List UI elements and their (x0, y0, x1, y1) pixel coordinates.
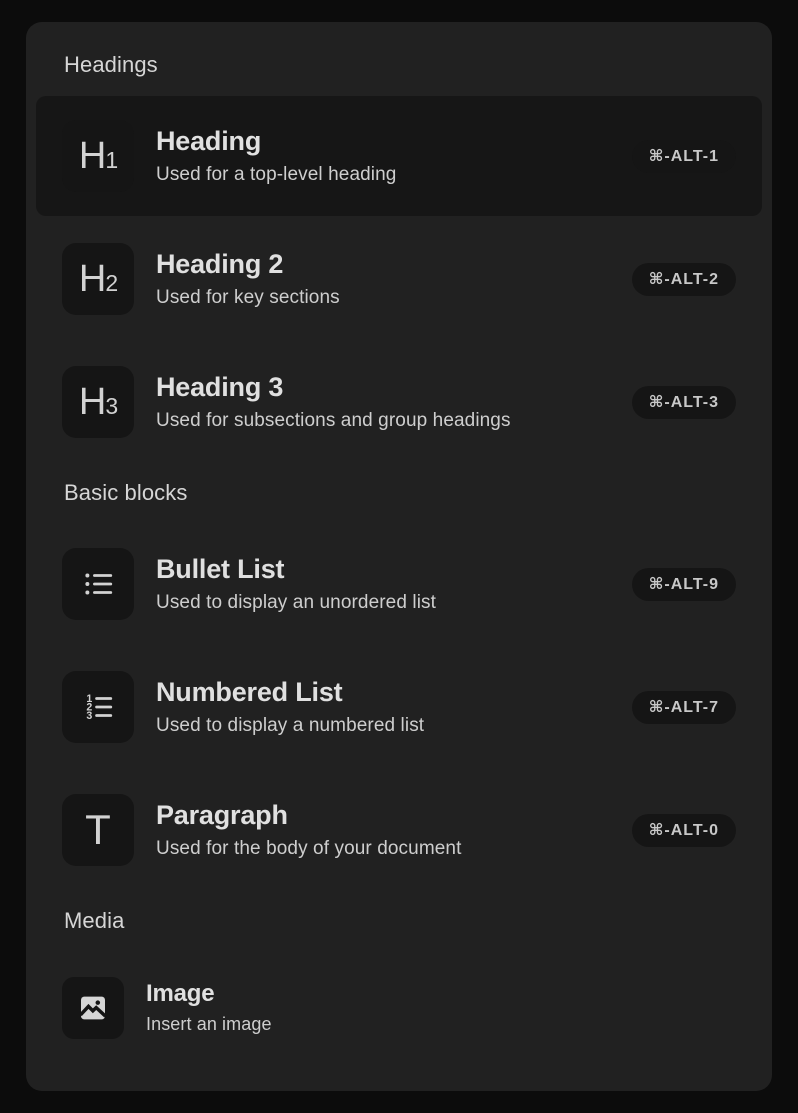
item-text (156, 249, 632, 309)
menu-item-numbered-list[interactable] (36, 647, 762, 767)
menu-item-subtitle: Used for subsections and group headings (156, 410, 511, 432)
menu-item-title: Heading 3 (156, 371, 284, 402)
icon-box (62, 120, 134, 192)
menu-item-bullet-list[interactable] (36, 524, 762, 644)
svg-text:1: 1 (86, 693, 93, 706)
menu-item-title: Paragraph (156, 799, 288, 830)
menu-item-heading-1[interactable] (36, 96, 762, 216)
numbered-list-icon (81, 690, 115, 724)
svg-text:3: 3 (86, 710, 93, 723)
heading-1-icon: H1 (78, 135, 118, 177)
menu-item-subtitle: Used to display a numbered list (156, 715, 425, 737)
shortcut-badge: ⌘-ALT-3 (632, 386, 736, 419)
menu-item-subtitle: Used to display an unordered list (156, 592, 437, 614)
icon-box (62, 243, 134, 315)
shortcut-badge: ⌘-ALT-2 (632, 263, 736, 296)
item-text (146, 981, 736, 1035)
icon-box (62, 977, 124, 1039)
item-text (156, 677, 632, 737)
heading-3-icon: H3 (78, 381, 118, 423)
icon-box (62, 548, 134, 620)
menu-item-title: Numbered List (156, 676, 343, 707)
menu-item-subtitle: Used for a top-level heading (156, 164, 397, 186)
paragraph-icon: T (85, 806, 111, 853)
menu-item-paragraph[interactable] (36, 770, 762, 890)
shortcut-badge: ⌘-ALT-9 (632, 568, 736, 601)
menu-section (36, 908, 762, 1064)
menu-item-title: Heading 2 (156, 248, 284, 279)
section-items (36, 952, 762, 1064)
heading-2-icon: H2 (78, 258, 118, 300)
item-text (156, 126, 632, 186)
section-label: Basic blocks (64, 480, 188, 505)
section-items (36, 96, 762, 462)
shortcut-badge: ⌘-ALT-7 (632, 691, 736, 724)
menu-item-image[interactable] (36, 952, 762, 1064)
item-text (156, 372, 632, 432)
menu-item-subtitle: Used for key sections (156, 287, 340, 309)
menu-section (36, 480, 762, 890)
item-text (156, 554, 632, 614)
menu-item-subtitle: Used for the body of your document (156, 838, 462, 860)
section-label: Media (64, 908, 125, 933)
bullet-list-icon (81, 567, 115, 601)
section-items (36, 524, 762, 890)
menu-item-heading-3[interactable] (36, 342, 762, 462)
svg-text:2: 2 (86, 701, 93, 714)
shortcut-badge: ⌘-ALT-1 (632, 140, 736, 173)
section-label: Headings (64, 52, 158, 77)
menu-section (36, 52, 762, 462)
block-insert-menu (26, 22, 772, 1091)
menu-item-title: Image (146, 980, 215, 1008)
menu-item-subtitle: Insert an image (146, 1013, 272, 1034)
menu-item-title: Bullet List (156, 553, 285, 584)
icon-box (62, 794, 134, 866)
shortcut-badge: ⌘-ALT-0 (632, 814, 736, 847)
icon-box (62, 366, 134, 438)
image-icon (77, 992, 109, 1024)
menu-item-heading-2[interactable] (36, 219, 762, 339)
menu-item-title: Heading (156, 125, 262, 156)
icon-box (62, 671, 134, 743)
item-text (156, 800, 632, 860)
